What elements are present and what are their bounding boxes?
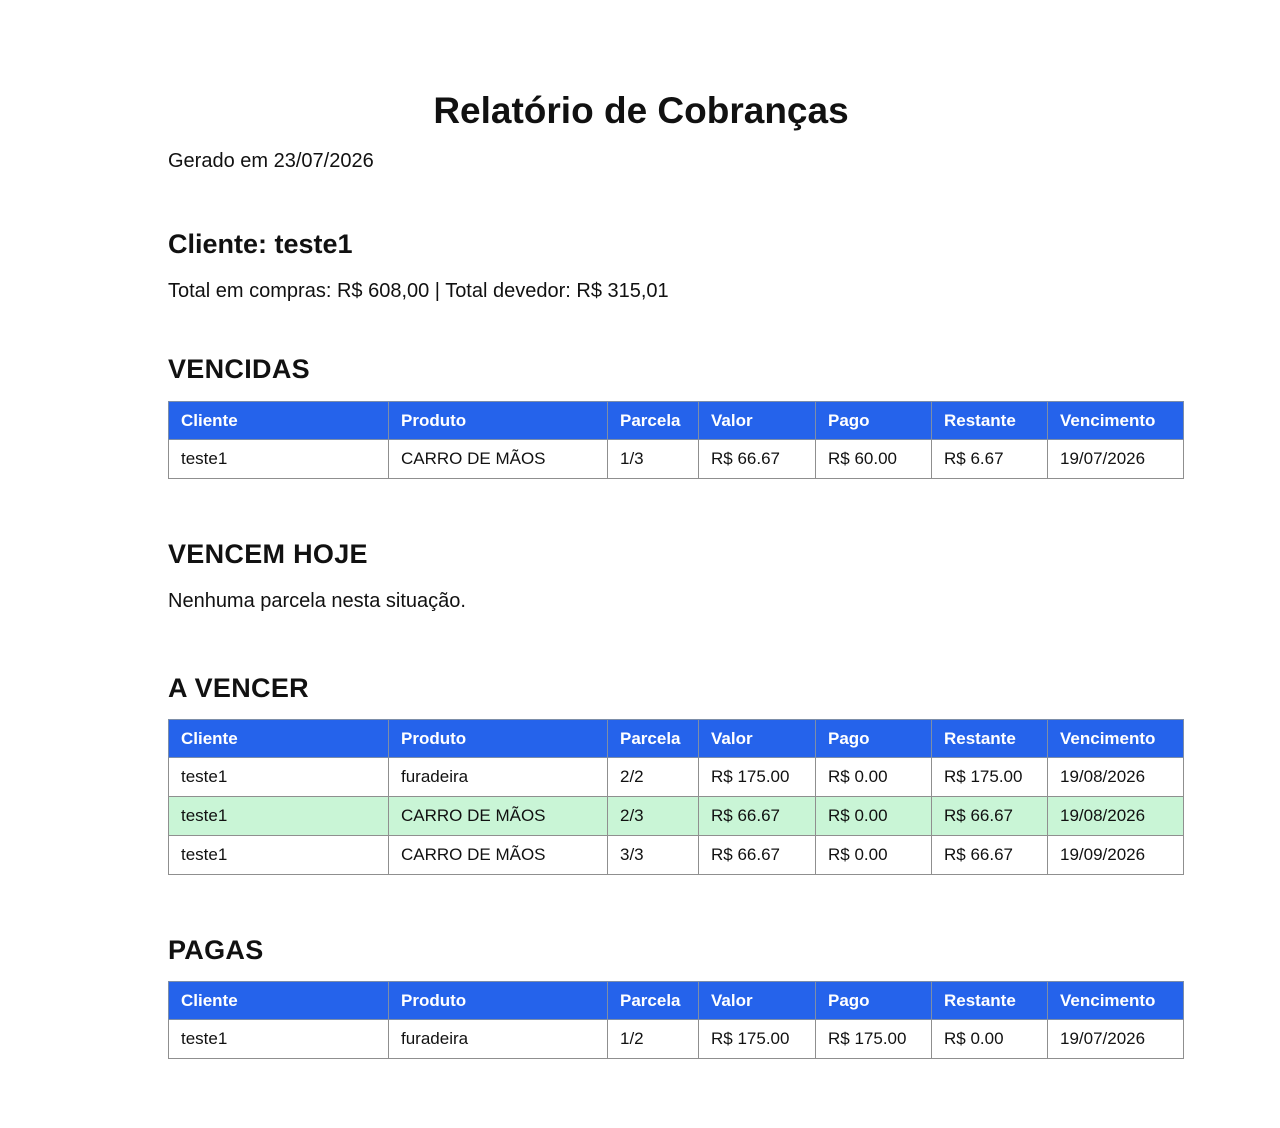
- cell-cliente: teste1: [169, 1020, 389, 1059]
- cell-valor: R$ 66.67: [699, 440, 816, 479]
- generated-date: Gerado em 23/07/2026: [168, 150, 374, 172]
- cell-valor: R$ 66.67: [699, 836, 816, 875]
- cell-pago: R$ 175.00: [816, 1020, 932, 1059]
- column-header-vencimento: Vencimento: [1048, 982, 1184, 1020]
- table-row-highlighted: [169, 797, 1184, 836]
- cell-parcela: 1/3: [608, 440, 699, 479]
- column-header-cliente: Cliente: [169, 982, 389, 1020]
- cell-produto: furadeira: [389, 1020, 608, 1059]
- section-title-pagas: PAGAS: [168, 935, 264, 965]
- table-row: [169, 758, 1184, 797]
- cell-produto: CARRO DE MÃOS: [389, 440, 608, 479]
- column-header-vencimento: Vencimento: [1048, 402, 1184, 440]
- section-title-vencidas: VENCIDAS: [168, 354, 310, 384]
- cell-restante: R$ 6.67: [932, 440, 1048, 479]
- cell-restante: R$ 66.67: [932, 836, 1048, 875]
- column-header-valor: Valor: [699, 982, 816, 1020]
- cell-cliente: teste1: [169, 440, 389, 479]
- empty-message: Nenhuma parcela nesta situação.: [168, 590, 466, 612]
- cell-pago: R$ 0.00: [816, 836, 932, 875]
- column-header-vencimento: Vencimento: [1048, 720, 1184, 758]
- column-header-produto: Produto: [389, 402, 608, 440]
- column-header-valor: Valor: [699, 720, 816, 758]
- column-header-cliente: Cliente: [169, 402, 389, 440]
- column-header-restante: Restante: [932, 402, 1048, 440]
- column-header-parcela: Parcela: [608, 982, 699, 1020]
- table-header-row: [169, 720, 1184, 758]
- cell-parcela: 2/2: [608, 758, 699, 797]
- cell-parcela: 1/2: [608, 1020, 699, 1059]
- cell-valor: R$ 175.00: [699, 1020, 816, 1059]
- table-vencidas: [168, 401, 1184, 479]
- cell-vencimento: 19/07/2026: [1048, 440, 1184, 479]
- cell-restante: R$ 66.67: [932, 797, 1048, 836]
- column-header-parcela: Parcela: [608, 402, 699, 440]
- cell-valor: R$ 175.00: [699, 758, 816, 797]
- cell-produto: CARRO DE MÃOS: [389, 797, 608, 836]
- report-title: Relatório de Cobranças: [433, 90, 849, 131]
- cell-pago: R$ 60.00: [816, 440, 932, 479]
- cell-cliente: teste1: [169, 836, 389, 875]
- cell-parcela: 2/3: [608, 797, 699, 836]
- cell-vencimento: 19/07/2026: [1048, 1020, 1184, 1059]
- cell-vencimento: 19/08/2026: [1048, 797, 1184, 836]
- section-title-vencem-hoje: VENCEM HOJE: [168, 539, 368, 569]
- column-header-produto: Produto: [389, 982, 608, 1020]
- client-totals: Total em compras: R$ 608,00 | Total devedor: R$ 315,01: [168, 280, 669, 302]
- column-header-pago: Pago: [816, 720, 932, 758]
- cell-pago: R$ 0.00: [816, 797, 932, 836]
- column-header-cliente: Cliente: [169, 720, 389, 758]
- column-header-produto: Produto: [389, 720, 608, 758]
- table-header-row: [169, 402, 1184, 440]
- cell-parcela: 3/3: [608, 836, 699, 875]
- table-a-vencer: [168, 719, 1184, 875]
- cell-produto: furadeira: [389, 758, 608, 797]
- client-name: teste1: [274, 229, 353, 259]
- client-heading: [168, 227, 353, 261]
- cell-vencimento: 19/08/2026: [1048, 758, 1184, 797]
- table-row: [169, 440, 1184, 479]
- cell-restante: R$ 175.00: [932, 758, 1048, 797]
- cell-restante: R$ 0.00: [932, 1020, 1048, 1059]
- section-title-a-vencer: A VENCER: [168, 673, 309, 703]
- column-header-valor: Valor: [699, 402, 816, 440]
- column-header-pago: Pago: [816, 982, 932, 1020]
- table-header-row: [169, 982, 1184, 1020]
- table-row: [169, 1020, 1184, 1059]
- cell-pago: R$ 0.00: [816, 758, 932, 797]
- cell-valor: R$ 66.67: [699, 797, 816, 836]
- table-row: [169, 836, 1184, 875]
- column-header-pago: Pago: [816, 402, 932, 440]
- cell-produto: CARRO DE MÃOS: [389, 836, 608, 875]
- cell-vencimento: 19/09/2026: [1048, 836, 1184, 875]
- column-header-restante: Restante: [932, 720, 1048, 758]
- client-label: Cliente:: [168, 229, 268, 259]
- table-pagas: [168, 981, 1184, 1059]
- cell-cliente: teste1: [169, 797, 389, 836]
- column-header-restante: Restante: [932, 982, 1048, 1020]
- cell-cliente: teste1: [169, 758, 389, 797]
- column-header-parcela: Parcela: [608, 720, 699, 758]
